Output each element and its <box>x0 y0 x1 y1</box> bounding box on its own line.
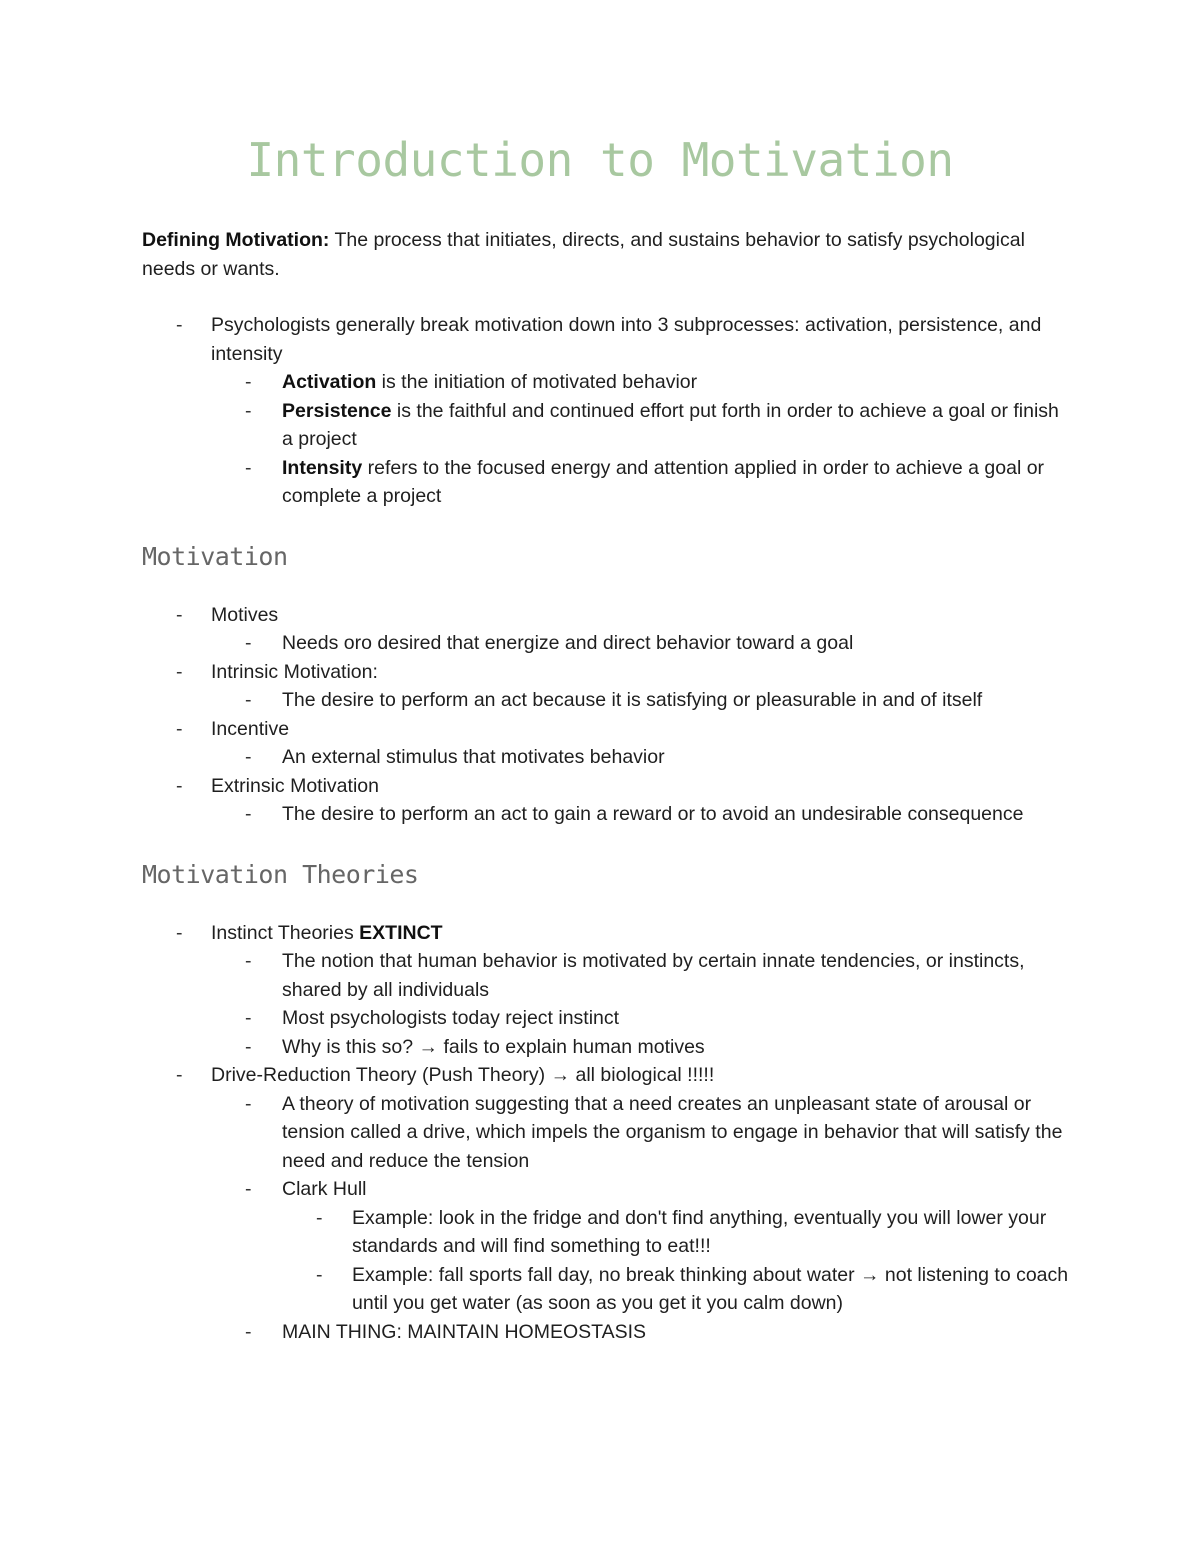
sub-list <box>211 800 1072 829</box>
list-item <box>282 1261 1072 1318</box>
bullet-dash: - <box>176 921 183 944</box>
sub-list <box>211 947 1072 1061</box>
section-heading-motivation: Motivation <box>142 541 288 571</box>
sub-list <box>211 743 1072 772</box>
list-item <box>142 772 1072 829</box>
list-item-text: Needs oro desired that energize and direct behavior toward a goal <box>282 632 854 654</box>
list-item-text: Intrinsic Motivation: <box>211 660 378 683</box>
list-item-text: Motives <box>211 603 279 626</box>
list-item-text: is the initiation of motivated behavior <box>376 371 698 393</box>
list-item-text: Why is this so? → fails to explain human motives <box>282 1035 705 1058</box>
list-item-text: An external stimulus that motivates behavior <box>282 746 665 768</box>
list-item <box>211 1090 1072 1176</box>
definition-text: The process that initiates, directs, and sustains behavior to satisfy psychological needs or wants. <box>142 229 1025 280</box>
list-item <box>211 686 1072 715</box>
bullet-dash: - <box>245 1320 252 1343</box>
motivation-list <box>142 601 1072 829</box>
sub-list <box>211 629 1072 658</box>
list-item-text: The notion that human behavior is motivated by certain innate tendencies, or instincts, shared by all individuals <box>282 950 1025 1001</box>
term-activation: Activation <box>282 371 377 393</box>
bullet-dash: - <box>176 717 183 740</box>
document-body <box>142 226 1072 1346</box>
sub-list <box>211 1090 1072 1347</box>
list-item <box>142 311 1072 511</box>
list-item <box>211 743 1072 772</box>
list-item-text: Example: fall sports fall day, no break thinking about water → not listening to coach until you get water (as soon as you get it you calm down) <box>352 1263 1069 1314</box>
list-item-text: is the faithful and continued effort put forth in order to achieve a goal or finish a project <box>282 399 1059 450</box>
bullet-dash: - <box>245 1178 252 1200</box>
list-item-text: Incentive <box>211 717 290 740</box>
list-item-text: MAIN THING: MAINTAIN HOMEOSTASIS <box>282 1320 647 1343</box>
list-item <box>211 1004 1072 1033</box>
list-item <box>211 1033 1072 1062</box>
bullet-dash: - <box>176 1064 183 1086</box>
list-item-text: Instinct Theories <box>211 921 360 944</box>
document-title: Introduction to Motivation <box>246 133 954 187</box>
list-item-text: refers to the focused energy and attention applied in order to achieve a goal or complete a project <box>282 456 1045 507</box>
extinct-tag: EXTINCT <box>359 921 443 944</box>
list-item-text: Example: look in the fridge and don't find anything, eventually you will lower your standards and will find something to eat!!! <box>352 1206 1047 1257</box>
bullet-dash: - <box>245 803 252 825</box>
bullet-dash: - <box>176 660 183 683</box>
definition-label: Defining Motivation: <box>142 229 330 251</box>
list-item <box>211 1318 1072 1347</box>
list-item <box>211 947 1072 1004</box>
bullet-dash: - <box>245 399 252 422</box>
definition-paragraph <box>142 226 1072 283</box>
list-item <box>211 397 1072 454</box>
list-item <box>211 800 1072 829</box>
sub-list <box>211 368 1072 511</box>
theories-list <box>142 919 1072 1347</box>
bullet-dash: - <box>245 456 252 479</box>
section-heading-motivation-theories: Motivation Theories <box>142 859 419 889</box>
bullet-dash: - <box>176 314 183 336</box>
list-item-text: Most psychologists today reject instinct <box>282 1007 620 1029</box>
list-item <box>211 368 1072 397</box>
sub-list <box>211 686 1072 715</box>
list-item-text: The desire to perform an act because it is satisfying or pleasurable in and of itself <box>282 689 983 711</box>
list-item <box>142 601 1072 658</box>
list-item <box>282 1204 1072 1261</box>
list-item <box>142 919 1072 1062</box>
sub-sub-list <box>282 1204 1072 1318</box>
bullet-dash: - <box>245 1035 252 1058</box>
bullet-dash: - <box>176 603 183 626</box>
bullet-dash: - <box>316 1263 323 1286</box>
bullet-dash: - <box>316 1206 323 1229</box>
bullet-dash: - <box>245 746 252 768</box>
intro-list <box>142 311 1072 511</box>
list-item <box>142 715 1072 772</box>
list-item <box>211 1175 1072 1318</box>
list-item <box>211 629 1072 658</box>
term-intensity: Intensity <box>282 456 363 479</box>
spacer <box>142 829 1072 857</box>
bullet-dash: - <box>245 950 252 972</box>
bullet-dash: - <box>245 371 252 393</box>
bullet-dash: - <box>245 1092 252 1115</box>
bullet-dash: - <box>245 1007 252 1029</box>
bullet-dash: - <box>245 689 252 711</box>
list-item-text: Clark Hull <box>282 1178 367 1200</box>
list-item-text: The desire to perform an act to gain a reward or to avoid an undesirable consequence <box>282 803 1024 825</box>
bullet-dash: - <box>176 774 183 797</box>
list-item <box>142 658 1072 715</box>
list-item-text: A theory of motivation suggesting that a need creates an unpleasant state of arousal or tension called a drive, which impels the organism to engage in behavior that will satisfy the need and reduce the tension <box>282 1092 1063 1172</box>
list-item <box>211 454 1072 511</box>
term-persistence: Persistence <box>282 399 392 422</box>
list-item-text: Extrinsic Motivation <box>211 774 379 797</box>
list-item <box>142 1061 1072 1346</box>
bullet-dash: - <box>245 632 252 654</box>
spacer <box>142 511 1072 539</box>
list-item-text: Psychologists generally break motivation down into 3 subprocesses: activation, persistence, and intensity <box>211 314 1042 365</box>
list-item-text: Drive-Reduction Theory (Push Theory) → all biological !!!!! <box>211 1064 715 1086</box>
